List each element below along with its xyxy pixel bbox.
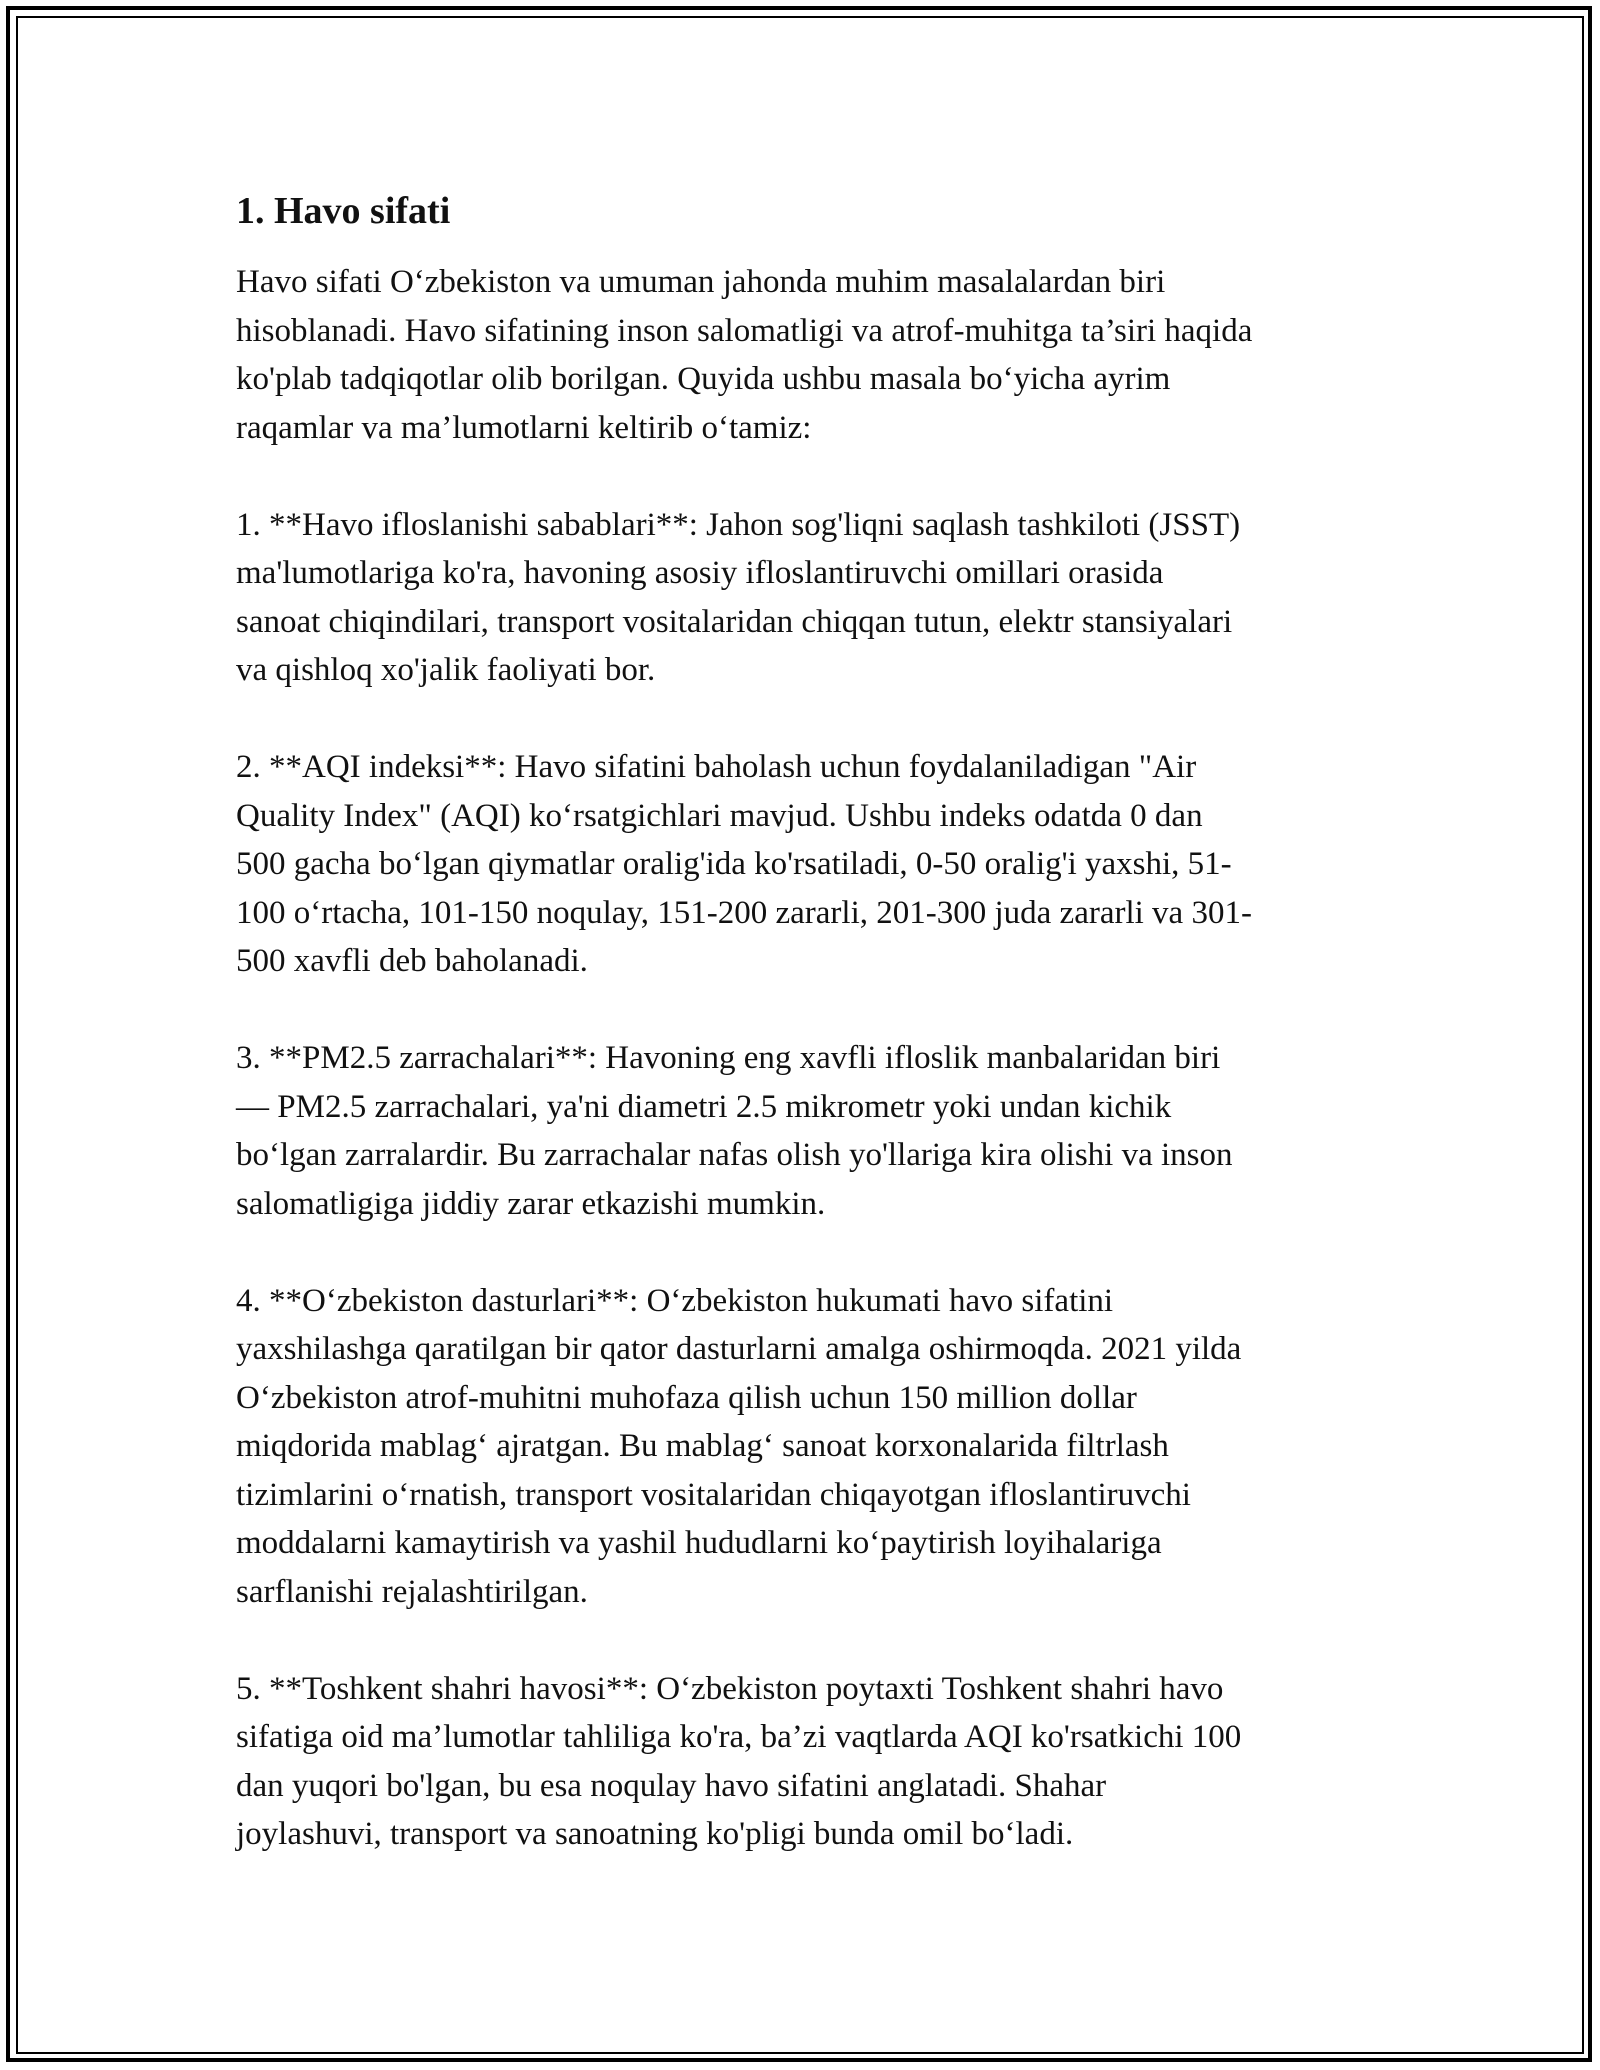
text-line: raqamlar va ma’lumotlarni keltirib o‘tamiz: [236,409,812,446]
text-line: moddalarni kamaytirish va yashil hududlarni ko‘paytirish loyihalariga [236,1525,1162,1561]
text-line: sanoat chiqindilari, transport vositalaridan chiqqan tutun, elektr stansiyalari [236,603,1233,640]
text-line: joylashuvi, transport va sanoatning ko'pligi bunda omil bo‘ladi. [236,1816,1074,1852]
text-line: dan yuqori bo'lgan, bu esa noqulay havo sifatini anglatadi. Shahar [236,1767,1107,1804]
text-line: bo‘lgan zarralardir. Bu zarrachalar nafas olish yo'llariga kira olishi va inson [236,1137,1233,1173]
text-line: ma'lumotlariga ko'ra, havoning asosiy ifloslantiruvchi omillari orasida [236,555,1164,591]
text-line: va qishloq xo'jalik faoliyati bor. [236,652,656,688]
text-line: 5. **Toshkent shahri havosi**: O‘zbekiston poytaxti Toshkent shahri havo [236,1670,1224,1707]
text-line: hisoblanadi. Havo sifatining inson salomatligi va atrof-muhitga ta’siri haqida [236,312,1253,349]
paragraph-list [236,258,1386,1859]
document-body [236,186,1386,1859]
text-line: O‘zbekiston atrof-muhitni muhofaza qilish uchun 150 million dollar [236,1379,1137,1416]
text-line: tizimlarini o‘rnatish, transport vositalaridan chiqayotgan ifloslantiruvchi [236,1476,1191,1513]
text-line: yaxshilashga qaratilgan bir qator dasturlarni amalga oshirmoqda. 2021 yilda [236,1331,1242,1367]
text-line: 2. **AQI indeksi**: Havo sifatini baholash uchun foydalaniladigan "Air [236,749,1197,785]
text-line: salomatligiga jiddiy zarar etkazishi mumkin. [236,1185,826,1222]
text-line: 3. **PM2.5 zarrachalari**: Havoning eng xavfli ifloslik manbalaridan biri [236,1040,1221,1076]
paragraph [236,501,1386,695]
paragraph [236,1665,1386,1859]
paragraph [236,1034,1386,1228]
text-line: 4. **O‘zbekiston dasturlari**: O‘zbekiston hukumati havo sifatini [236,1282,1114,1319]
paragraph [236,1277,1386,1617]
text-line: Havo sifati O‘zbekiston va umuman jahonda muhim masalalardan biri [236,264,1166,300]
text-line: miqdorida mablag‘ ajratgan. Bu mablag‘ sanoat korxonalarida filtrlash [236,1428,1169,1464]
text-line: — PM2.5 zarrachalari, ya'ni diametri 2.5 mikrometr yoki undan kichik [236,1088,1172,1125]
text-line: 100 o‘rtacha, 101-150 noqulay, 151-200 zararli, 201-300 juda zararli va 301- [236,894,1252,931]
section-heading: 1. Havo sifati [236,190,451,232]
text-line: 1. **Havo ifloslanishi sabablari**: Jahon sog'liqni saqlash tashkiloti (JSST) [236,506,1241,543]
text-line: sifatiga oid ma’lumotlar tahliliga ko'ra, ba’zi vaqtlarda AQI ko'rsatkichi 100 [236,1719,1242,1755]
paragraph [236,258,1386,452]
text-line: 500 gacha bo‘lgan qiymatlar oralig'ida ko'rsatiladi, 0-50 oralig'i yaxshi, 51- [236,846,1232,882]
text-line: ko'plab tadqiqotlar olib borilgan. Quyida ushbu masala bo‘yicha ayrim [236,361,1171,397]
text-line: Quality Index" (AQI) ko‘rsatgichlari mavjud. Ushbu indeks odatda 0 dan [236,797,1203,834]
text-line: sarflanishi rejalashtirilgan. [236,1573,588,1610]
paragraph [236,743,1386,986]
text-line: 500 xavfli deb baholanadi. [236,943,588,979]
